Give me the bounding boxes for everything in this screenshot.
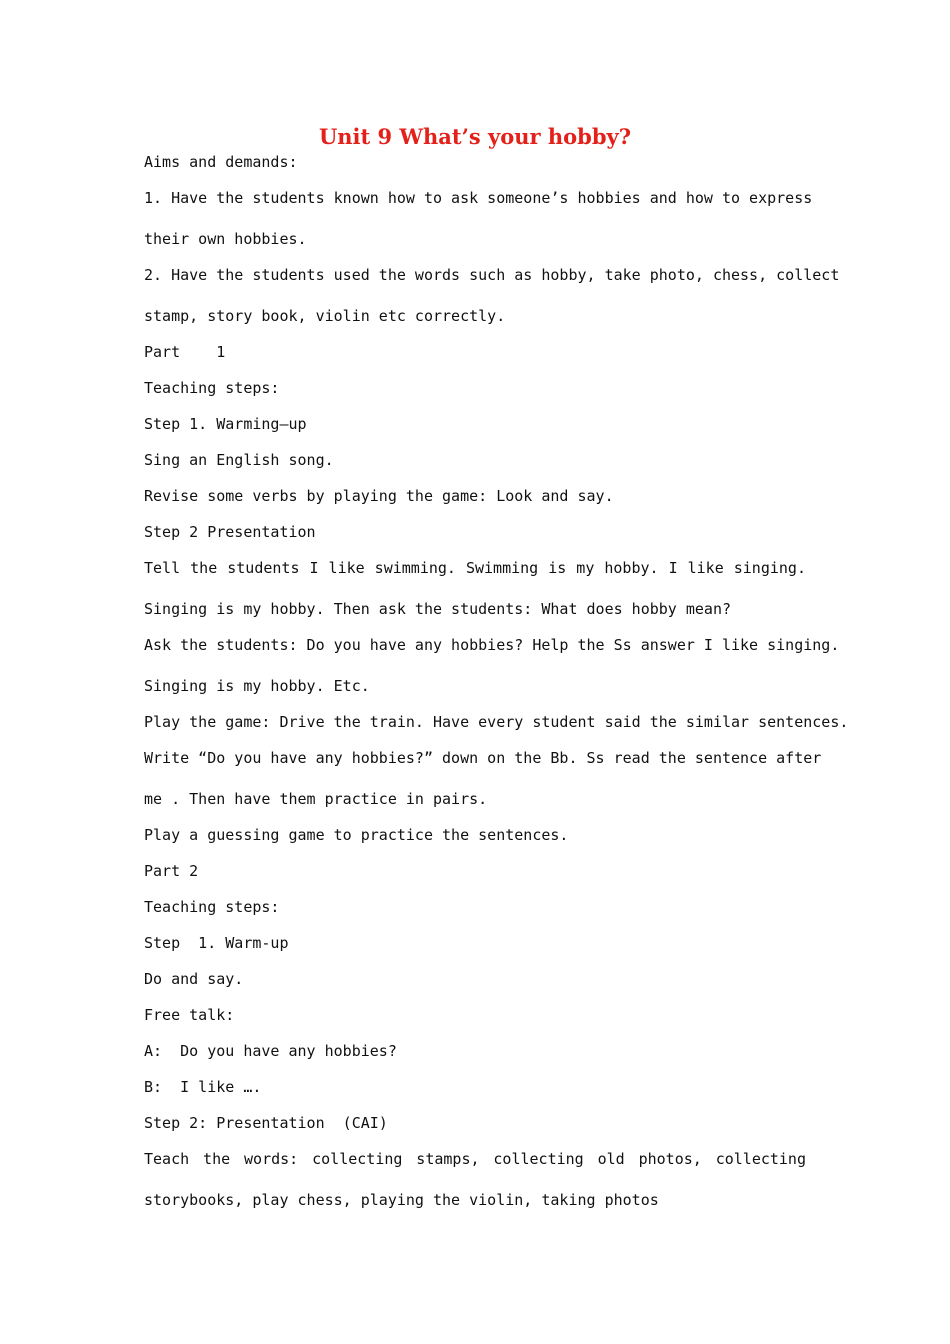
step-heading: Step 1. Warming–up: [144, 415, 307, 433]
text-line: Play the game: Drive the train. Have every student said the similar sentences.: [144, 713, 849, 731]
teaching-steps-heading: Teaching steps:: [144, 379, 280, 397]
text-line: Revise some verbs by playing the game: Look and say.: [144, 487, 614, 505]
text-line: Tell the students I like swimming. Swimming is my hobby. I like singing.: [144, 559, 806, 577]
text-line: Free talk:: [144, 1006, 235, 1024]
text-line: Teach the words: collecting stamps, collecting old photos, collecting: [144, 1150, 806, 1168]
aim-2-line-2: stamp, story book, violin etc correctly.: [144, 307, 506, 325]
aim-1-line-1: 1. Have the students known how to ask someone’s hobbies and how to express: [144, 189, 813, 207]
step-heading: Step 2 Presentation: [144, 523, 316, 541]
dialogue-line-b: B: I like ….: [144, 1078, 262, 1096]
step-heading: Step 1. Warm-up: [144, 934, 289, 952]
aim-2-line-1: 2. Have the students used the words such as hobby, take photo, chess, collect: [144, 266, 840, 284]
aim-1-line-2: their own hobbies.: [144, 230, 307, 248]
text-line: me . Then have them practice in pairs.: [144, 790, 488, 808]
text-line: Ask the students: Do you have any hobbies? Help the Ss answer I like singing.: [144, 636, 840, 654]
part-2-heading: Part 2: [144, 862, 199, 880]
text-line: Sing an English song.: [144, 451, 334, 469]
step-heading: Step 2: Presentation (CAI): [144, 1114, 388, 1132]
text-line: Singing is my hobby. Etc.: [144, 677, 370, 695]
dialogue-line-a: A: Do you have any hobbies?: [144, 1042, 397, 1060]
text-line: Write “Do you have any hobbies?” down on the Bb. Ss read the sentence after: [144, 749, 822, 767]
text-line: Singing is my hobby. Then ask the students: What does hobby mean?: [144, 600, 731, 618]
text-line: Play a guessing game to practice the sentences.: [144, 826, 569, 844]
text-line: Do and say.: [144, 970, 244, 988]
part-1-heading: Part 1: [144, 343, 226, 361]
aims-heading: Aims and demands:: [144, 153, 298, 171]
document-title: Unit 9 What’s your hobby?: [318, 124, 632, 149]
text-line: storybooks, play chess, playing the violin, taking photos: [144, 1191, 659, 1209]
teaching-steps-heading: Teaching steps:: [144, 898, 280, 916]
